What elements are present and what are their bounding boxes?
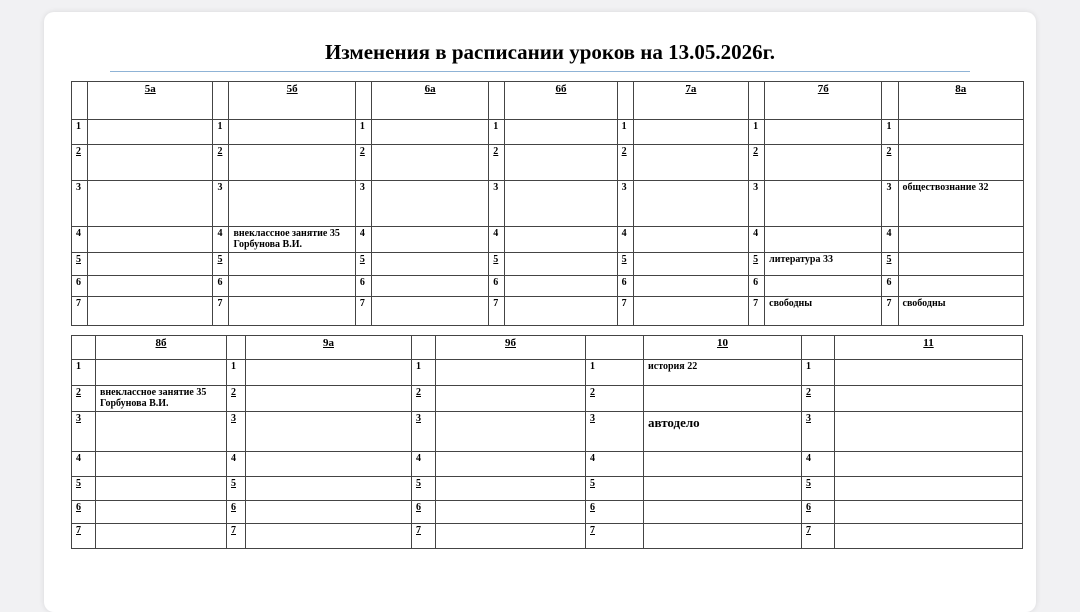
lesson-number: 4 [72,227,88,253]
lesson-cell [633,227,748,253]
lesson-number: 4 [213,227,229,253]
lesson-number: 7 [749,297,765,326]
lesson-cell [765,181,882,227]
lesson-number: 7 [802,524,835,549]
lesson-row [72,297,1024,326]
lesson-number: 4 [586,452,644,477]
lesson-cell [246,501,412,524]
lesson-cell [88,145,213,181]
lesson-number: 3 [72,181,88,227]
lesson-number: 2 [586,386,644,412]
lesson-cell [96,524,227,549]
lesson-cell [371,145,488,181]
lesson-row [72,227,1024,253]
lesson-number: 5 [72,253,88,276]
lesson-cell [765,227,882,253]
lesson-row [72,145,1024,181]
lesson-cell [765,145,882,181]
lesson-cell [835,386,1023,412]
lesson-number: 2 [749,145,765,181]
header-spacer [882,82,898,120]
lesson-cell [371,253,488,276]
header-spacer [213,82,229,120]
lesson-cell [96,360,227,386]
lesson-number: 4 [412,452,436,477]
lesson-row [72,253,1024,276]
lesson-number: 5 [489,253,505,276]
lesson-number: 5 [586,477,644,501]
class-header: 7а [633,82,748,120]
lesson-cell [835,524,1023,549]
lesson-number: 2 [227,386,246,412]
title-divider [110,71,970,72]
lesson-cell [436,360,586,386]
lesson-number: 6 [213,276,229,297]
lesson-cell [835,501,1023,524]
lesson-number: 4 [355,227,371,253]
lesson-number: 2 [412,386,436,412]
lesson-cell [436,524,586,549]
lesson-cell [644,452,802,477]
lesson-number: 3 [617,181,633,227]
lesson-number: 5 [213,253,229,276]
lesson-cell [644,477,802,501]
lesson-cell [505,145,617,181]
lesson-cell [96,412,227,452]
lesson-cell [898,120,1023,145]
lesson-number: 6 [72,501,96,524]
lesson-cell [505,120,617,145]
lesson-number: 4 [227,452,246,477]
lesson-row [72,360,1023,386]
lesson-number: 5 [227,477,246,501]
lesson-number: 1 [72,360,96,386]
lesson-cell [246,386,412,412]
lesson-cell: литература 33 [765,253,882,276]
lesson-row [72,501,1023,524]
lesson-cell: обществознание 32 [898,181,1023,227]
lesson-cell [633,145,748,181]
lesson-cell [88,276,213,297]
lesson-number: 5 [412,477,436,501]
class-header: 8б [96,336,227,360]
lesson-number: 7 [882,297,898,326]
lesson-number: 5 [882,253,898,276]
lesson-number: 3 [749,181,765,227]
lesson-number: 6 [749,276,765,297]
header-spacer [412,336,436,360]
lesson-number: 5 [617,253,633,276]
lesson-cell [246,452,412,477]
lesson-number: 6 [882,276,898,297]
lesson-cell [898,145,1023,181]
header-spacer [617,82,633,120]
lesson-number: 1 [227,360,246,386]
lesson-cell: свободны [898,297,1023,326]
schedule-table-lower [71,335,1023,549]
header-spacer [72,82,88,120]
lesson-cell [229,145,355,181]
lesson-cell [96,501,227,524]
lesson-number: 7 [489,297,505,326]
lesson-cell [371,227,488,253]
lesson-row [72,120,1024,145]
lesson-number: 4 [882,227,898,253]
lesson-cell [898,227,1023,253]
lesson-cell [88,120,213,145]
lesson-cell [88,181,213,227]
lesson-number: 2 [72,145,88,181]
lesson-number: 2 [802,386,835,412]
lesson-number: 5 [72,477,96,501]
lesson-row [72,276,1024,297]
lesson-number: 3 [227,412,246,452]
class-header: 10 [644,336,802,360]
lesson-cell [246,524,412,549]
lesson-number: 6 [227,501,246,524]
lesson-cell: автодело [644,412,802,452]
lesson-cell: внеклассное занятие 35 Горбунова В.И. [96,386,227,412]
document-page [44,12,1036,612]
class-header: 5б [229,82,355,120]
lesson-cell [229,181,355,227]
class-header: 9б [436,336,586,360]
lesson-cell: история 22 [644,360,802,386]
lesson-number: 3 [882,181,898,227]
lesson-number: 1 [412,360,436,386]
lesson-row [72,386,1023,412]
header-spacer [802,336,835,360]
lesson-row [72,477,1023,501]
lesson-number: 1 [617,120,633,145]
lesson-number: 3 [586,412,644,452]
lesson-number: 1 [882,120,898,145]
lesson-cell [505,297,617,326]
schedule-table-upper [71,81,1024,326]
lesson-number: 6 [72,276,88,297]
lesson-cell [644,501,802,524]
lesson-number: 2 [489,145,505,181]
lesson-cell [88,227,213,253]
lesson-number: 2 [213,145,229,181]
lesson-cell [505,181,617,227]
lesson-number: 5 [355,253,371,276]
lesson-number: 7 [72,524,96,549]
lesson-number: 1 [72,120,88,145]
lesson-number: 4 [489,227,505,253]
lesson-cell [96,477,227,501]
class-header: 8а [898,82,1023,120]
lesson-row [72,412,1023,452]
lesson-number: 4 [802,452,835,477]
lesson-cell [229,276,355,297]
lesson-cell [898,276,1023,297]
lesson-number: 3 [355,181,371,227]
lesson-cell [644,386,802,412]
lesson-number: 1 [213,120,229,145]
lesson-cell [633,297,748,326]
lesson-cell [229,297,355,326]
lesson-number: 6 [489,276,505,297]
lesson-cell [436,477,586,501]
lesson-number: 4 [617,227,633,253]
lesson-row [72,524,1023,549]
lesson-number: 6 [586,501,644,524]
lesson-number: 2 [617,145,633,181]
class-header: 6б [505,82,617,120]
header-spacer [355,82,371,120]
lesson-cell [898,253,1023,276]
lesson-number: 7 [412,524,436,549]
lesson-number: 3 [489,181,505,227]
lesson-number: 4 [749,227,765,253]
lesson-cell [246,477,412,501]
lesson-number: 7 [355,297,371,326]
lesson-number: 7 [586,524,644,549]
lesson-number: 2 [882,145,898,181]
lesson-number: 7 [213,297,229,326]
class-header: 9а [246,336,412,360]
lesson-number: 6 [802,501,835,524]
lesson-cell [835,477,1023,501]
lesson-cell [229,120,355,145]
lesson-cell [436,452,586,477]
lesson-cell [371,120,488,145]
lesson-cell [88,253,213,276]
lesson-cell [633,120,748,145]
lesson-cell [436,386,586,412]
lesson-cell [371,297,488,326]
header-spacer [227,336,246,360]
lesson-number: 2 [72,386,96,412]
lesson-cell [88,297,213,326]
lesson-number: 6 [617,276,633,297]
lesson-number: 1 [586,360,644,386]
lesson-cell [371,181,488,227]
lesson-cell: внеклассное занятие 35 Горбунова В.И. [229,227,355,253]
lesson-cell [229,253,355,276]
lesson-cell [765,120,882,145]
header-spacer [72,336,96,360]
lesson-cell [505,227,617,253]
lesson-number: 7 [227,524,246,549]
lesson-number: 6 [355,276,371,297]
lesson-number: 1 [749,120,765,145]
header-spacer [586,336,644,360]
lesson-cell [246,412,412,452]
lesson-number: 1 [489,120,505,145]
class-header: 11 [835,336,1023,360]
lesson-cell [644,524,802,549]
lesson-cell [96,452,227,477]
lesson-number: 3 [802,412,835,452]
lesson-number: 2 [355,145,371,181]
header-spacer [749,82,765,120]
class-header: 6а [371,82,488,120]
lesson-number: 5 [749,253,765,276]
lesson-number: 7 [72,297,88,326]
lesson-number: 3 [412,412,436,452]
lesson-row [72,452,1023,477]
class-header: 5а [88,82,213,120]
page-title: Изменения в расписании уроков на 13.05.2026г. [324,40,776,64]
lesson-cell [633,253,748,276]
lesson-number: 3 [213,181,229,227]
lesson-number: 4 [72,452,96,477]
lesson-cell [505,276,617,297]
lesson-cell [505,253,617,276]
lesson-number: 5 [802,477,835,501]
lesson-cell [835,412,1023,452]
lesson-row [72,181,1024,227]
lesson-cell [633,276,748,297]
lesson-number: 3 [72,412,96,452]
lesson-cell: свободны [765,297,882,326]
lesson-number: 7 [617,297,633,326]
lesson-cell [835,360,1023,386]
lesson-cell [371,276,488,297]
lesson-cell [436,412,586,452]
lesson-number: 6 [412,501,436,524]
lesson-cell [835,452,1023,477]
header-spacer [489,82,505,120]
lesson-cell [436,501,586,524]
lesson-number: 1 [355,120,371,145]
class-header: 7б [765,82,882,120]
lesson-cell [633,181,748,227]
lesson-cell [246,360,412,386]
lesson-number: 1 [802,360,835,386]
lesson-cell [765,276,882,297]
